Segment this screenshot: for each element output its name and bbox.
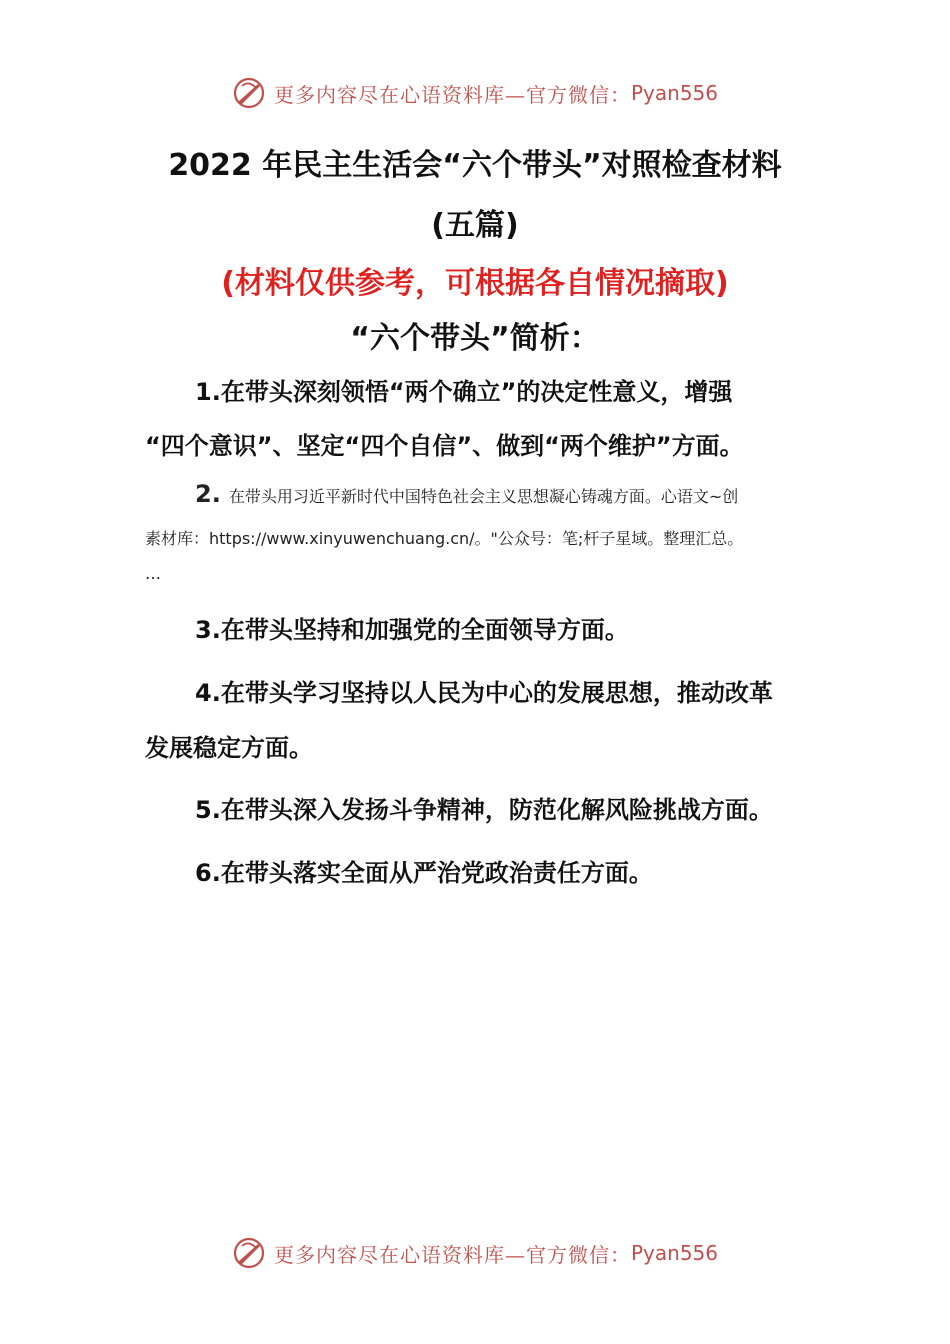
item-5: 5.在带头深入发扬斗争精神，防范化解风险挑战方面。 [195,796,773,824]
reference-note: (材料仅供参考，可根据各自情况摘取) [221,266,729,301]
footer-banner [0,1233,950,1273]
item-4-line-2: 发展稳定方面。 [145,734,313,762]
item-4-line-1: 4.在带头学习坚持以人民为中心的发展思想，推动改革 [195,679,773,707]
banner-text: 更多内容尽在心语资料库—官方微信： [273,1242,631,1267]
document-title-line2: (五篇) [431,208,519,243]
item-2-line-3: … [145,564,161,583]
header-banner [0,73,950,113]
banner-wechat-id: Pyan556 [630,81,718,105]
item-3: 3.在带头坚持和加强党的全面领导方面。 [195,616,629,644]
banner-text: 更多内容尽在心语资料库—官方微信： [273,82,631,107]
item-6: 6.在带头落实全面从严治党政治责任方面。 [195,859,653,887]
banner-wechat-id: Pyan556 [630,1241,718,1265]
document-title-line1: 2022 年民主生活会“六个带头”对照检查材料 [168,148,782,183]
item-1-line-2: “四个意识”、坚定“四个自信”、做到“两个维护”方面。 [145,432,744,460]
pen-seal-logo-icon [232,1236,266,1270]
item-2-text: 在带头用习近平新时代中国特色社会主义思想凝心铸魂方面。心语文~创 [228,487,739,506]
section-subtitle: “六个带头”简析： [350,321,600,356]
item-2-line-2: 素材库：https://www.xinyuwenchuang.cn/。"公众号：笔;杆子星域。整理汇总。 [145,529,744,548]
item-2-line-1 [195,480,738,508]
item-1-line-1: 1.在带头深刻领悟“两个确立”的决定性意义，增强 [195,378,733,406]
item-2-number: 2. [195,480,221,508]
pen-seal-logo-icon [232,76,266,110]
